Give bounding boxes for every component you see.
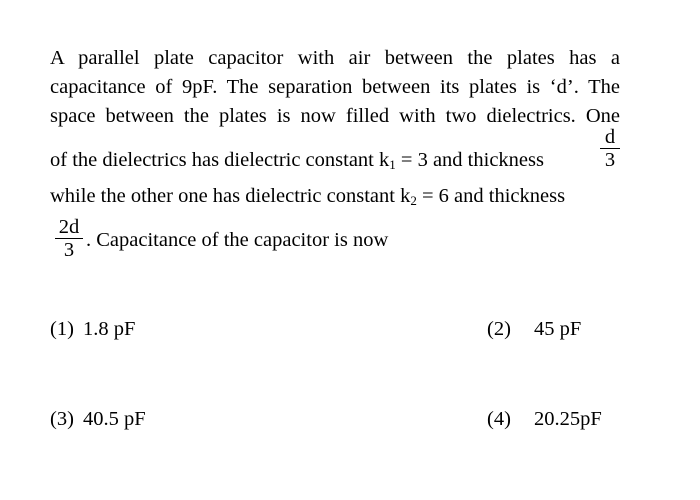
- option-1[interactable]: [50, 318, 135, 341]
- question-line-5-text: while the other one has dielectric constant k: [50, 185, 411, 207]
- option-2-value: 45 pF: [534, 318, 582, 340]
- fraction-1-numerator: d: [604, 126, 616, 148]
- option-3-number: (3): [50, 408, 74, 430]
- option-3[interactable]: [50, 408, 146, 431]
- fraction-1-denominator: 3: [604, 149, 616, 171]
- question-line-6: . Capacitance of the capacitor is now: [86, 229, 389, 251]
- fraction-2d-over-3: [54, 216, 84, 261]
- fraction-2-denominator: 3: [63, 239, 75, 261]
- option-1-number: (1): [50, 318, 74, 340]
- option-4-number: (4): [487, 408, 511, 430]
- fraction-2-numerator: 2d: [58, 216, 80, 238]
- option-2[interactable]: [487, 318, 581, 341]
- question-line-3: space between the plates is now filled with two dielectrics. One: [50, 105, 620, 127]
- question-line-4: [50, 146, 544, 179]
- question-line-4-text-end: = 3 and thickness: [395, 149, 544, 171]
- option-4-value: 20.25pF: [534, 408, 602, 430]
- option-1-value: 1.8 pF: [83, 318, 136, 340]
- option-2-number: (2): [487, 318, 511, 340]
- k1-subscript: 1: [389, 157, 396, 172]
- question-line-1: A parallel plate capacitor with air between the plates has a: [50, 47, 620, 69]
- question-line-5: [50, 182, 620, 215]
- fraction-d-over-3: [599, 126, 621, 171]
- option-3-value: 40.5 pF: [83, 408, 146, 430]
- question-line-5-text-end: = 6 and thickness: [416, 185, 566, 207]
- k2-subscript: 2: [410, 193, 417, 208]
- question-line-2: capacitance of 9pF. The separation between its plates is ‘d’. The: [50, 76, 620, 98]
- option-4[interactable]: [487, 408, 602, 431]
- question-line-4-text: of the dielectrics has dielectric constant k: [50, 149, 390, 171]
